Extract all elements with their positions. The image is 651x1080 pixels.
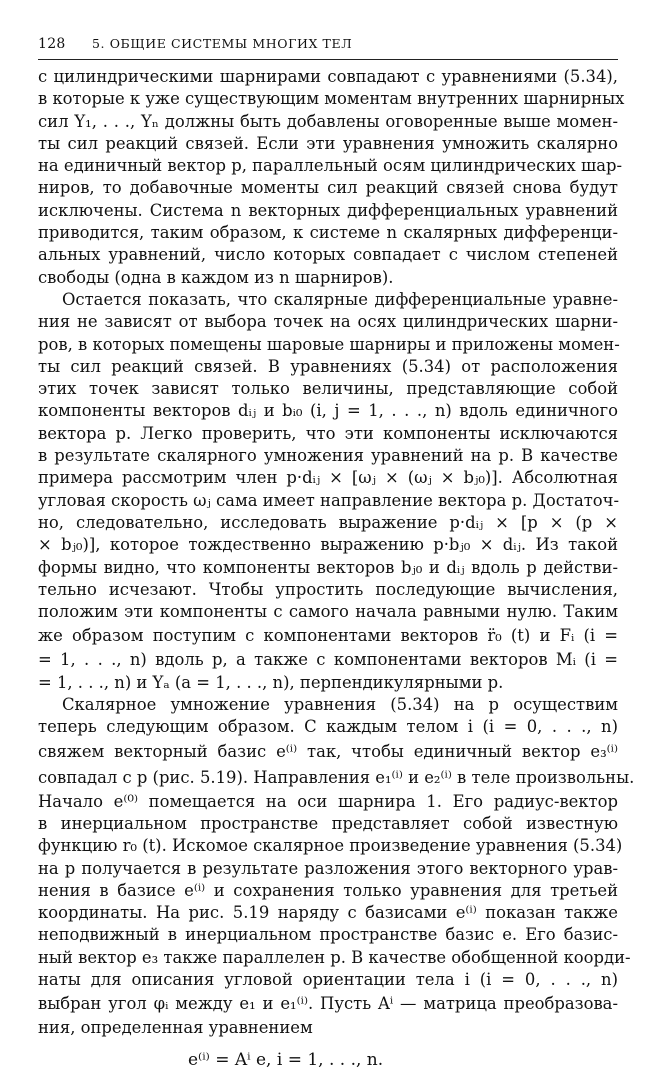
text-line: этих точек зависят только величины, представляющие собой <box>38 379 618 399</box>
text-line: ров, в которых помещены шаровые шарниры и приложены момен- <box>38 334 620 354</box>
text-line: нения в базисе e⁽ⁱ⁾ и сохранения только уравнения для третьей <box>38 880 618 900</box>
body-text <box>38 66 635 1080</box>
text-line: альных уравнений, число которых совпадает с числом степеней <box>38 245 618 265</box>
text-line: свяжем векторный базис e⁽ⁱ⁾ так, чтобы единичный вектор e₃⁽ⁱ⁾ <box>38 741 618 761</box>
text-line: ты сил реакций связей. Если эти уравнения умножить скалярно <box>38 133 618 153</box>
text-line: компоненты векторов dᵢⱼ и bᵢ₀ (i, j = 1, . . ., n) вдоль единичного <box>38 401 618 421</box>
text-line: угловая скорость ωⱼ сама имеет направление вектора p. Достаточ- <box>38 490 620 510</box>
paragraph-start-line: Остается показать, что скалярные дифференциальные уравне- <box>62 289 618 309</box>
text-line: ния, определенная уравнением <box>38 1018 313 1038</box>
text-line: совпадал с p (рис. 5.19). Направления e₁⁽ⁱ⁾ и e₂⁽ⁱ⁾ в теле произвольны. <box>38 767 635 787</box>
text-line: примера рассмотрим член p·dᵢⱼ × [ωⱼ × (ωⱼ × bⱼ₀)]. Абсолютная <box>38 468 618 488</box>
header-rule <box>38 59 618 60</box>
display-equation: e⁽ⁱ⁾ = Aⁱ e, i = 1, . . ., n. <box>188 1049 384 1070</box>
paragraph-start-line: Скалярное умножение уравнения (5.34) на p осуществим <box>62 695 618 715</box>
text-line: формы видно, что компоненты векторов bⱼ₀ и dᵢⱼ вдоль p действи- <box>38 557 618 577</box>
running-title: 5. ОБЩИЕ СИСТЕМЫ МНОГИХ ТЕЛ <box>92 36 353 51</box>
text-line: но, следовательно, исследовать выражение p·dᵢⱼ × [p × (p × <box>38 512 618 532</box>
text-line: × bⱼ₀)], которое тождественно выражению p·bⱼ₀ × dᵢⱼ. Из такой <box>38 535 618 555</box>
text-line: = 1, . . ., n) вдоль p, а также с компонентами векторов Mᵢ (i = <box>38 650 618 670</box>
text-line: ниров, то добавочные моменты сил реакций связей снова будут <box>38 178 618 198</box>
text-line: вектора p. Легко проверить, что эти компоненты исключаются <box>38 423 618 443</box>
text-line: на p получается в результате разложения этого векторного урав- <box>38 858 618 878</box>
text-line: координаты. На рис. 5.19 наряду с базисами e⁽ⁱ⁾ показан также <box>38 903 618 923</box>
text-line: исключены. Система n векторных дифференциальных уравнений <box>38 200 618 220</box>
text-line: ты сил реакций связей. В уравнениях (5.34) от расположения <box>38 356 618 376</box>
text-line: сил Y₁, . . ., Yₙ должны быть добавлены оговоренные выше момен- <box>38 111 618 131</box>
text-line: в результате скалярного умножения уравнений на p. В качестве <box>38 446 618 466</box>
text-line: свободы (одна в каждом из n шарниров). <box>38 267 394 287</box>
text-line: с цилиндрическими шарнирами совпадают с уравнениями (5.34), <box>38 67 618 86</box>
text-line: теперь следующим образом. С каждым телом i (i = 0, . . ., n) <box>38 717 618 737</box>
text-line: приводится, таким образом, к системе n скалярных дифференци- <box>38 223 618 243</box>
text-line: положим эти компоненты с самого начала равными нулю. Таким <box>38 602 618 622</box>
text-line: наты для описания угловой ориентации тела i (i = 0, . . ., n) <box>38 969 618 989</box>
text-line: выбран угол φᵢ между e₁ и e₁⁽ⁱ⁾. Пусть Aⁱ — матрица преобразова- <box>38 994 618 1014</box>
text-line: неподвижный в инерциальном пространстве базис e. Его базис- <box>38 925 618 945</box>
text-line: на единичный вектор p, параллельный осям цилиндрических шар- <box>38 156 623 176</box>
text-line: функцию r₀ (t). Искомое скалярное произведение уравнения (5.34) <box>38 836 623 856</box>
text-line: Начало e⁽⁰⁾ помещается на оси шарнира 1. Его радиус-вектор <box>38 791 618 811</box>
text-line: = 1, . . ., n) и Yₐ (a = 1, . . ., n), перпендикулярными p. <box>38 672 504 692</box>
text-line: в инерциальном пространстве представляет собой известную <box>38 813 618 833</box>
text-line: тельно исчезают. Чтобы упростить последующие вычисления, <box>38 579 618 599</box>
running-header <box>38 36 618 58</box>
text-line: ния не зависят от выбора точек на осях цилиндрических шарни- <box>38 312 618 332</box>
text-line: ный вектор e₃ также параллелен p. В качестве обобщенной коорди- <box>38 947 631 967</box>
page-number: 128 <box>38 36 66 52</box>
text-line: в которые к уже существующим моментам внутренних шарнирных <box>38 89 625 109</box>
text-line: же образом поступим с компонентами векторов r̈₀ (t) и Fᵢ (i = <box>38 626 618 646</box>
